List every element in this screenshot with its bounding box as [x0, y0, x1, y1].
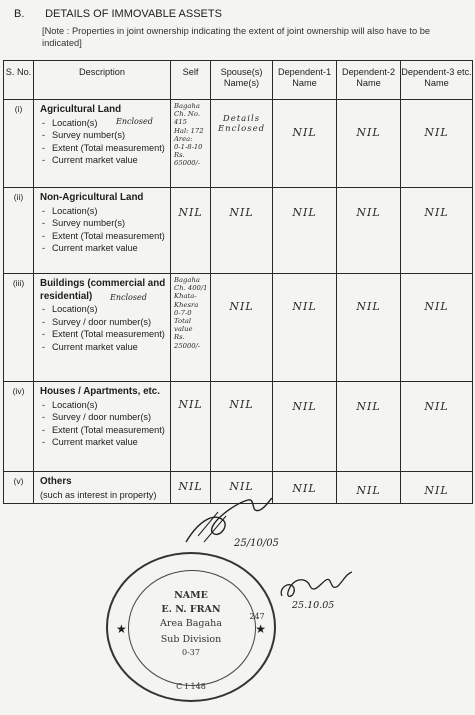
dependent-1-cell: NIL	[273, 188, 337, 274]
row-title: Non-Agricultural Land	[40, 192, 144, 203]
row-item: - Location(s)	[40, 399, 170, 412]
dependent-1-cell: NIL	[273, 382, 337, 472]
self-cell	[171, 100, 211, 188]
row-title: Buildings (commercial and residential)	[40, 278, 166, 302]
section-header	[14, 8, 222, 20]
col-header-dependent-3: Dependent-3 etc. Name	[401, 61, 473, 100]
col-header-spouse: Spouse(s) Name(s)	[211, 61, 273, 100]
seal-text: Sub Division	[160, 634, 222, 645]
spouse-cell: NIL	[211, 188, 273, 274]
self-note-line: Ch. No. 415	[174, 110, 200, 127]
dependent-2-cell: NIL	[337, 188, 401, 274]
seal-text: Area Bagaha	[160, 618, 222, 629]
table-row	[4, 274, 473, 382]
self-note-line: 0-7-0	[174, 308, 192, 317]
dependent-2-cell: NIL	[337, 274, 401, 382]
row-subtitle: (such as interest in property)	[40, 489, 157, 500]
row-item: - Extent (Total measurement)	[40, 142, 170, 155]
row-item: - Extent (Total measurement)	[40, 424, 170, 437]
row-item: - Current market value	[40, 341, 170, 354]
row-description	[34, 274, 171, 382]
seal-star-right-icon: ★	[255, 622, 266, 636]
row-item: - Location(s)	[40, 205, 170, 218]
self-note-line: Total value	[174, 317, 193, 334]
self-cell: NIL	[171, 472, 211, 504]
dependent-3-cell: NIL	[401, 382, 473, 472]
row-title: Others	[40, 476, 72, 487]
self-cell: NIL	[171, 382, 211, 472]
row-description	[34, 188, 171, 274]
section-title: DETAILS OF IMMOVABLE ASSETS	[45, 8, 222, 20]
dependent-2-cell: NIL	[337, 472, 401, 504]
col-header-self: Self	[171, 61, 211, 100]
spouse-cell: Details Enclosed	[211, 100, 273, 188]
row-sn: (iv)	[4, 382, 34, 472]
self-note-line: Bagaha	[174, 276, 200, 284]
dependent-1-cell: NIL	[273, 100, 337, 188]
row-sn: (iii)	[4, 274, 34, 382]
row-item: - Current market value	[40, 154, 170, 167]
row-item: - Survey / door number(s)	[40, 316, 170, 329]
seal-text: E. N. FRAN	[161, 604, 221, 615]
col-header-sn: S. No.	[4, 61, 34, 100]
table-row	[4, 100, 473, 188]
enclosed-note: Enclosed	[116, 117, 153, 126]
row-description	[34, 100, 171, 188]
seal-star-left-icon: ★	[116, 622, 127, 636]
row-sn: (i)	[4, 100, 34, 188]
official-seal-stamp	[106, 552, 276, 702]
row-item: - Survey number(s)	[40, 129, 170, 142]
dependent-3-cell: NIL	[401, 188, 473, 274]
self-note-line: Rs. 25000/-	[174, 333, 201, 350]
dependent-3-cell: NIL	[401, 274, 473, 382]
spouse-cell: NIL	[211, 472, 273, 504]
table-row	[4, 382, 473, 472]
dependent-1-cell: NIL	[273, 274, 337, 382]
self-note-line: Rs.	[174, 151, 185, 160]
self-note-line: 65000/-	[174, 159, 201, 168]
dependent-2-cell: NIL	[337, 100, 401, 188]
row-title: Agricultural Land	[40, 104, 122, 115]
col-header-dependent-1: Dependent-1 Name	[273, 61, 337, 100]
spouse-cell: NIL	[211, 382, 273, 472]
row-description	[34, 382, 171, 472]
row-item: - Survey number(s)	[40, 217, 170, 230]
dependent-1-cell: NIL	[273, 472, 337, 504]
seal-text: 0-37	[182, 648, 200, 657]
self-note-line: Hal: 172	[174, 126, 204, 135]
enclosed-note: Enclosed	[110, 293, 147, 302]
row-item: - Location(s)	[40, 303, 170, 316]
seal-text: C I 148	[176, 682, 206, 691]
self-note-line: Ch. 400/1	[174, 284, 208, 293]
row-sn: (v)	[4, 472, 34, 504]
row-item: - Extent (Total measurement)	[40, 328, 170, 341]
row-item: - Location(s)	[40, 117, 170, 130]
self-note-line: Khata-	[174, 292, 197, 301]
self-cell: NIL	[171, 188, 211, 274]
self-note-line: Area:	[174, 134, 193, 143]
row-item: - Current market value	[40, 242, 170, 255]
seal-text: NAME	[174, 590, 208, 601]
dependent-2-cell: NIL	[337, 382, 401, 472]
table-row	[4, 188, 473, 274]
self-cell	[171, 274, 211, 382]
row-title: Houses / Apartments, etc.	[40, 386, 160, 397]
spouse-cell: NIL	[211, 274, 273, 382]
section-note: [Note : Properties in joint ownership indicating the extent of joint ownership will also have to be indicated]	[42, 26, 431, 48]
witness-signature-date: 25.10.05	[292, 600, 335, 611]
dependent-3-cell: NIL	[401, 472, 473, 504]
row-sn: (ii)	[4, 188, 34, 274]
self-note-line: Bagaha	[174, 102, 200, 110]
col-header-description: Description	[34, 61, 171, 100]
row-item: - Extent (Total measurement)	[40, 230, 170, 243]
dependent-3-cell: NIL	[401, 100, 473, 188]
declarant-signature-date: 25/10/05	[234, 538, 279, 549]
row-item: - Survey / door number(s)	[40, 411, 170, 424]
section-number: B.	[14, 8, 25, 20]
row-item: - Current market value	[40, 436, 170, 449]
row-description	[34, 472, 171, 504]
table-header-row	[4, 61, 473, 100]
col-header-dependent-2: Dependent-2 Name	[337, 61, 401, 100]
self-note-line: 0-1-8-10	[174, 143, 203, 152]
seal-text: 247	[249, 612, 265, 621]
self-note-line: Khesra	[174, 300, 199, 309]
immovable-assets-table	[3, 60, 473, 504]
